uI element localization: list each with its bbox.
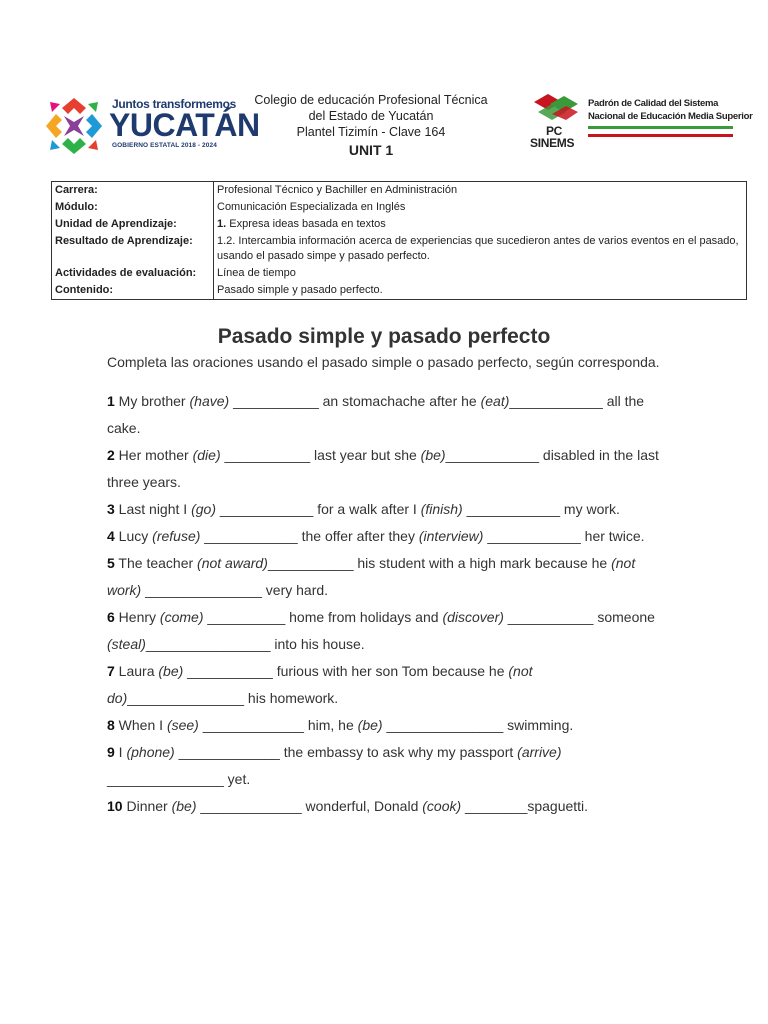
value-unidad	[214, 216, 747, 233]
exercise-text: Laura	[114, 663, 159, 679]
verb-hint: (steal)	[107, 636, 146, 652]
info-row-modulo	[52, 199, 747, 216]
exercise-text: ____________ disabled in the last three years.	[107, 447, 659, 490]
unit-title: UNIT 1	[348, 142, 394, 158]
school-line-1: Colegio de educación Profesional Técnica	[254, 93, 488, 107]
exercise-text: My brother	[114, 393, 190, 409]
exercise-item	[107, 739, 672, 793]
value-carrera: Profesional Técnico y Bachiller en Administración	[214, 182, 747, 200]
verb-hint: (discover)	[442, 609, 504, 625]
padron-text	[588, 97, 752, 123]
unidad-text: Expresa ideas basada en textos	[226, 218, 386, 230]
exercise-text: __________ home from holidays and	[203, 609, 443, 625]
school-line-3: Plantel Tizimín - Clave 164	[296, 125, 446, 139]
verb-hint: (see)	[166, 717, 199, 733]
value-actividades: Línea de tiempo	[214, 265, 747, 282]
worksheet-title: Pasado simple y pasado perfecto	[217, 325, 551, 348]
exercise-item	[107, 496, 672, 523]
verb-hint: (go)	[191, 501, 216, 517]
exercise-item	[107, 442, 672, 496]
info-row-resultado	[52, 233, 747, 265]
exercise-text: _______________ swimming.	[382, 717, 574, 733]
pc-sinems-logo	[530, 92, 753, 150]
exercise-item	[107, 712, 672, 739]
label-carrera: Carrera:	[52, 182, 214, 200]
sinems-emblem-icon	[532, 92, 580, 124]
info-row-contenido	[52, 282, 747, 300]
exercise-text: ___________ his student with a high mark because he	[267, 555, 612, 571]
exercise-number: 9	[107, 744, 115, 760]
exercise-number: 10	[107, 798, 123, 814]
info-row-carrera	[52, 182, 747, 200]
exercise-list	[107, 388, 672, 820]
label-actividades: Actividades de evaluación:	[52, 265, 214, 282]
page-header	[0, 0, 768, 170]
exercise-text: _______________ very hard.	[141, 582, 329, 598]
verb-hint: (have)	[189, 393, 230, 409]
red-bar	[588, 134, 733, 137]
verb-hint: (finish)	[420, 501, 463, 517]
value-contenido: Pasado simple y pasado perfecto.	[214, 282, 747, 300]
info-row-unidad	[52, 216, 747, 233]
value-resultado: 1.2. Intercambia información acerca de experiencias que sucedieron antes de varios eventos en el pasado, usando el pasado simpe y pasado perfecto.	[214, 233, 747, 265]
exercise-text: ___________ last year but she	[220, 447, 421, 463]
exercise-text: The teacher	[114, 555, 198, 571]
exercise-text: When I	[114, 717, 167, 733]
verb-hint: (be)	[158, 663, 184, 679]
exercise-text: Last night I	[114, 501, 192, 517]
verb-hint: (interview)	[418, 528, 484, 544]
exercise-number: 7	[107, 663, 115, 679]
exercise-text: _____________ the embassy to ask why my passport	[174, 744, 518, 760]
sinems-brand-line-1: PC	[545, 124, 563, 138]
exercise-text: ____________ my work.	[462, 501, 620, 517]
exercise-item	[107, 604, 672, 658]
exercise-text: Dinner	[122, 798, 172, 814]
info-row-actividades	[52, 265, 747, 282]
verb-hint: (not do)	[107, 663, 533, 706]
yucatan-tagline: Juntos transformemos	[112, 97, 237, 111]
value-modulo: Comunicación Especializada en Inglés	[214, 199, 747, 216]
exercise-number: 4	[107, 528, 115, 544]
exercise-text: ____________ her twice.	[483, 528, 645, 544]
verb-hint: (arrive)	[517, 744, 562, 760]
exercise-number: 1	[107, 393, 115, 409]
exercise-item	[107, 658, 672, 712]
exercise-text: I	[114, 744, 127, 760]
verb-hint: (be)	[420, 447, 446, 463]
label-contenido: Contenido:	[52, 282, 214, 300]
yucatan-name: YUCATÁN	[109, 107, 260, 143]
sinems-wordmark	[530, 125, 578, 149]
exercise-number: 6	[107, 609, 115, 625]
school-line-2: del Estado de Yucatán	[308, 109, 434, 123]
worksheet-instructions: Completa las oraciones usando el pasado simple o pasado perfecto, según corresponda.	[107, 354, 660, 370]
unidad-number: 1.	[217, 218, 227, 230]
exercise-text: _____________ wonderful, Donald	[196, 798, 423, 814]
exercise-number: 2	[107, 447, 115, 463]
yucatan-logo	[42, 94, 260, 158]
verb-hint: (phone)	[126, 744, 175, 760]
verb-hint: (refuse)	[152, 528, 201, 544]
exercise-number: 5	[107, 555, 115, 571]
exercise-item	[107, 793, 672, 820]
verb-hint: (die)	[192, 447, 221, 463]
verb-hint: (come)	[159, 609, 204, 625]
verb-hint: (eat)	[480, 393, 510, 409]
exercise-text: _____________ him, he	[198, 717, 358, 733]
label-resultado: Resultado de Aprendizaje:	[52, 233, 214, 265]
padron-line-2: Nacional de Educación Media Superior	[588, 111, 753, 122]
verb-hint: (not award)	[197, 555, 268, 571]
exercise-text: ________________ into his house.	[145, 636, 365, 652]
exercise-text: _______________ yet.	[107, 771, 251, 787]
exercise-item	[107, 550, 672, 604]
school-heading	[238, 92, 504, 140]
label-modulo: Módulo:	[52, 199, 214, 216]
exercise-text: Her mother	[114, 447, 193, 463]
verb-hint: (cook)	[422, 798, 462, 814]
course-info-table	[51, 181, 747, 300]
exercise-item	[107, 523, 672, 550]
exercise-text: _______________ his homework.	[127, 690, 339, 706]
exercise-item	[107, 388, 672, 442]
exercise-text: ___________ an stomachache after he	[229, 393, 481, 409]
verb-hint: (be)	[357, 717, 383, 733]
exercise-text: Henry	[114, 609, 160, 625]
exercise-number: 8	[107, 717, 115, 733]
sinems-brand-line-2: SINEMS	[530, 136, 575, 150]
yucatan-emblem-icon	[42, 94, 106, 158]
exercise-text: ____________ for a walk after I	[215, 501, 421, 517]
verb-hint: (be)	[171, 798, 197, 814]
exercise-number: 3	[107, 501, 115, 517]
label-unidad: Unidad de Aprendizaje:	[52, 216, 214, 233]
verb-hint: (not work)	[107, 555, 636, 598]
yucatan-government: GOBIERNO ESTATAL 2018 - 2024	[112, 142, 217, 149]
exercise-text: ___________ someone	[503, 609, 655, 625]
padron-line-1: Padrón de Calidad del Sistema	[588, 98, 719, 109]
exercise-text: ________spaguetti.	[461, 798, 589, 814]
green-bar	[588, 126, 733, 129]
exercise-text: ___________ furious with her son Tom because he	[183, 663, 509, 679]
exercise-text: ____________ the offer after they	[200, 528, 419, 544]
exercise-text: ____________ all the cake.	[107, 393, 645, 436]
exercise-text: Lucy	[114, 528, 153, 544]
